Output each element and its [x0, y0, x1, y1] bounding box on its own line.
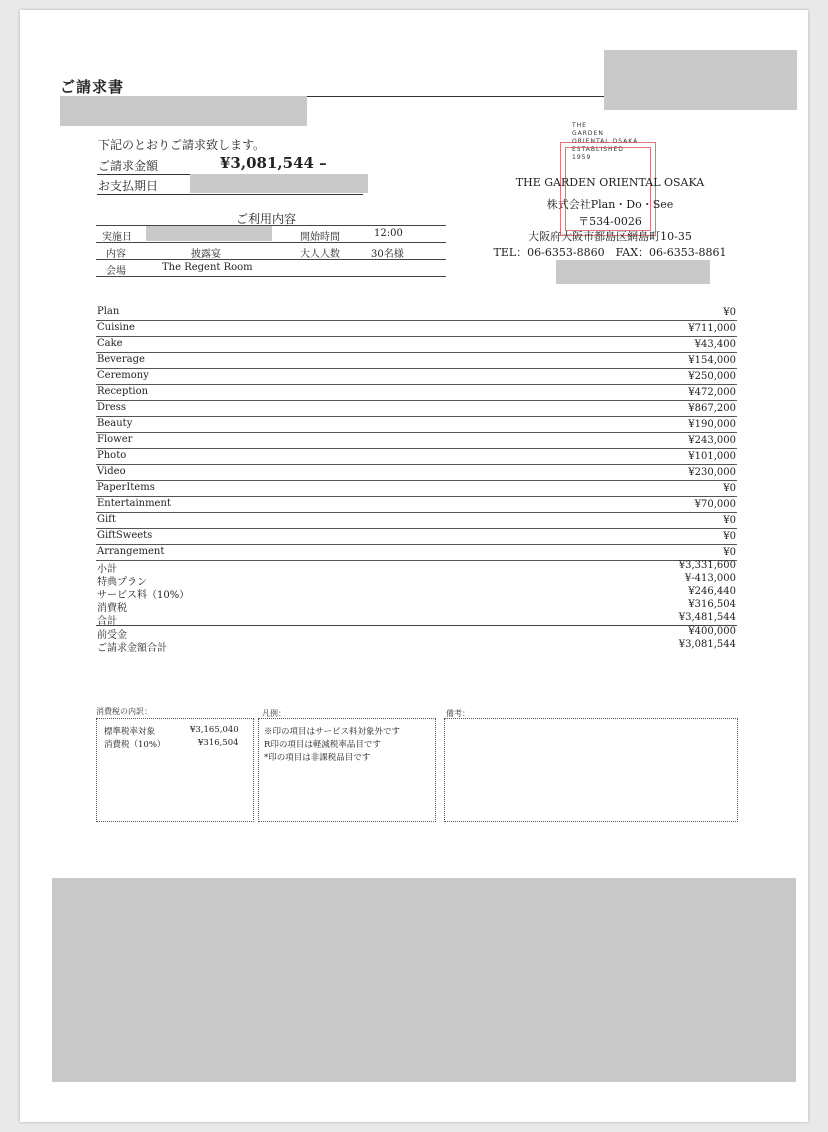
- amount-row: [97, 156, 363, 175]
- usage-label: 会場: [106, 266, 126, 277]
- page-title: ご請求書: [60, 78, 125, 96]
- usage-title: ご利用内容: [236, 212, 297, 226]
- item-row: Photo ¥101,000: [96, 449, 737, 465]
- item-row: Beauty ¥190,000: [96, 417, 737, 433]
- due-label: お支払期日: [98, 179, 159, 193]
- notes-box: [444, 718, 738, 822]
- intro-text: 下記のとおりご請求致します。: [98, 138, 266, 152]
- company-postal: 〒534-0026: [578, 215, 642, 228]
- redacted-block: [604, 50, 797, 110]
- usage-value: 披露宴: [191, 249, 221, 260]
- usage-label: 実施日: [102, 232, 132, 243]
- company-tel-fax: TEL：06-6353-8860 FAX：06-6353-8861: [493, 246, 727, 259]
- amount-value: ¥3,081,544 –: [220, 154, 327, 172]
- redacted-recipient: [60, 96, 307, 126]
- item-row: Gift ¥0: [96, 513, 737, 529]
- redacted-due-date: [190, 174, 368, 193]
- company-corp: 株式会社Plan・Do・See: [546, 198, 674, 211]
- usage-row: [96, 243, 446, 260]
- amount-label: ご請求金額: [98, 159, 159, 173]
- summary-row: ご請求金額合計 ¥3,081,544: [97, 639, 736, 654]
- item-list: [96, 305, 737, 561]
- summary-total-row: 合計 ¥3,481,544: [97, 612, 736, 627]
- usage-value: 30名様: [371, 249, 404, 260]
- legend-box-label: 凡例：: [262, 709, 286, 718]
- item-row: Entertainment ¥70,000: [96, 497, 737, 513]
- summary-list: [96, 560, 737, 652]
- summary-row: 小計 ¥3,331,600: [97, 560, 736, 575]
- company-name: THE GARDEN ORIENTAL OSAKA: [515, 176, 705, 189]
- company-address: 大阪府大阪市都島区網島町10-35: [528, 230, 692, 243]
- item-row: Plan ¥0: [96, 305, 737, 321]
- summary-row: 前受金 ¥400,000: [97, 626, 736, 641]
- item-row: Flower ¥243,000: [96, 433, 737, 449]
- legend-line: R印の項目は軽減税率品目です: [264, 740, 381, 750]
- summary-row: 特典プラン ¥-413,000: [97, 573, 736, 588]
- item-row: Video ¥230,000: [96, 465, 737, 481]
- summary-row: 消費税 ¥316,504: [97, 599, 736, 614]
- item-row: GiftSweets ¥0: [96, 529, 737, 545]
- item-row: Dress ¥867,200: [96, 401, 737, 417]
- item-row: Beverage ¥154,000: [96, 353, 737, 369]
- item-row: Arrangement ¥0: [96, 545, 737, 561]
- redacted-event-date: [146, 226, 272, 241]
- usage-value: 12:00: [374, 228, 403, 239]
- company-logo: THE GARDEN ORIENTAL OSAKA ESTABLISHED 1959: [572, 122, 639, 161]
- notes-box-label: 備考：: [446, 709, 470, 718]
- tax-row-name: 標準税率対象: [104, 727, 156, 737]
- item-row: Cuisine ¥711,000: [96, 321, 737, 337]
- summary-row: サービス料（10%） ¥246,440: [97, 586, 736, 601]
- item-row: Ceremony ¥250,000: [96, 369, 737, 385]
- usage-row: [96, 260, 446, 277]
- tax-row-name: 消費税（10%）: [104, 740, 166, 750]
- tax-row-value: ¥316,504: [198, 738, 239, 748]
- usage-label: 大人人数: [300, 249, 340, 260]
- usage-value: The Regent Room: [162, 262, 253, 273]
- redacted-registration: [556, 260, 710, 284]
- item-row: Reception ¥472,000: [96, 385, 737, 401]
- legend-line: *印の項目は非課税品目です: [264, 753, 371, 763]
- redacted-footer: [52, 878, 796, 1082]
- legend-line: ※印の項目はサービス料対象外です: [264, 727, 401, 737]
- tax-box-label: 消費税の内訳：: [96, 707, 152, 716]
- item-row: PaperItems ¥0: [96, 481, 737, 497]
- usage-label: 内容: [106, 249, 126, 260]
- title-underline: [306, 96, 606, 97]
- usage-label: 開始時間: [300, 232, 340, 243]
- item-row: Cake ¥43,400: [96, 337, 737, 353]
- tax-row-value: ¥3,165,040: [190, 725, 239, 735]
